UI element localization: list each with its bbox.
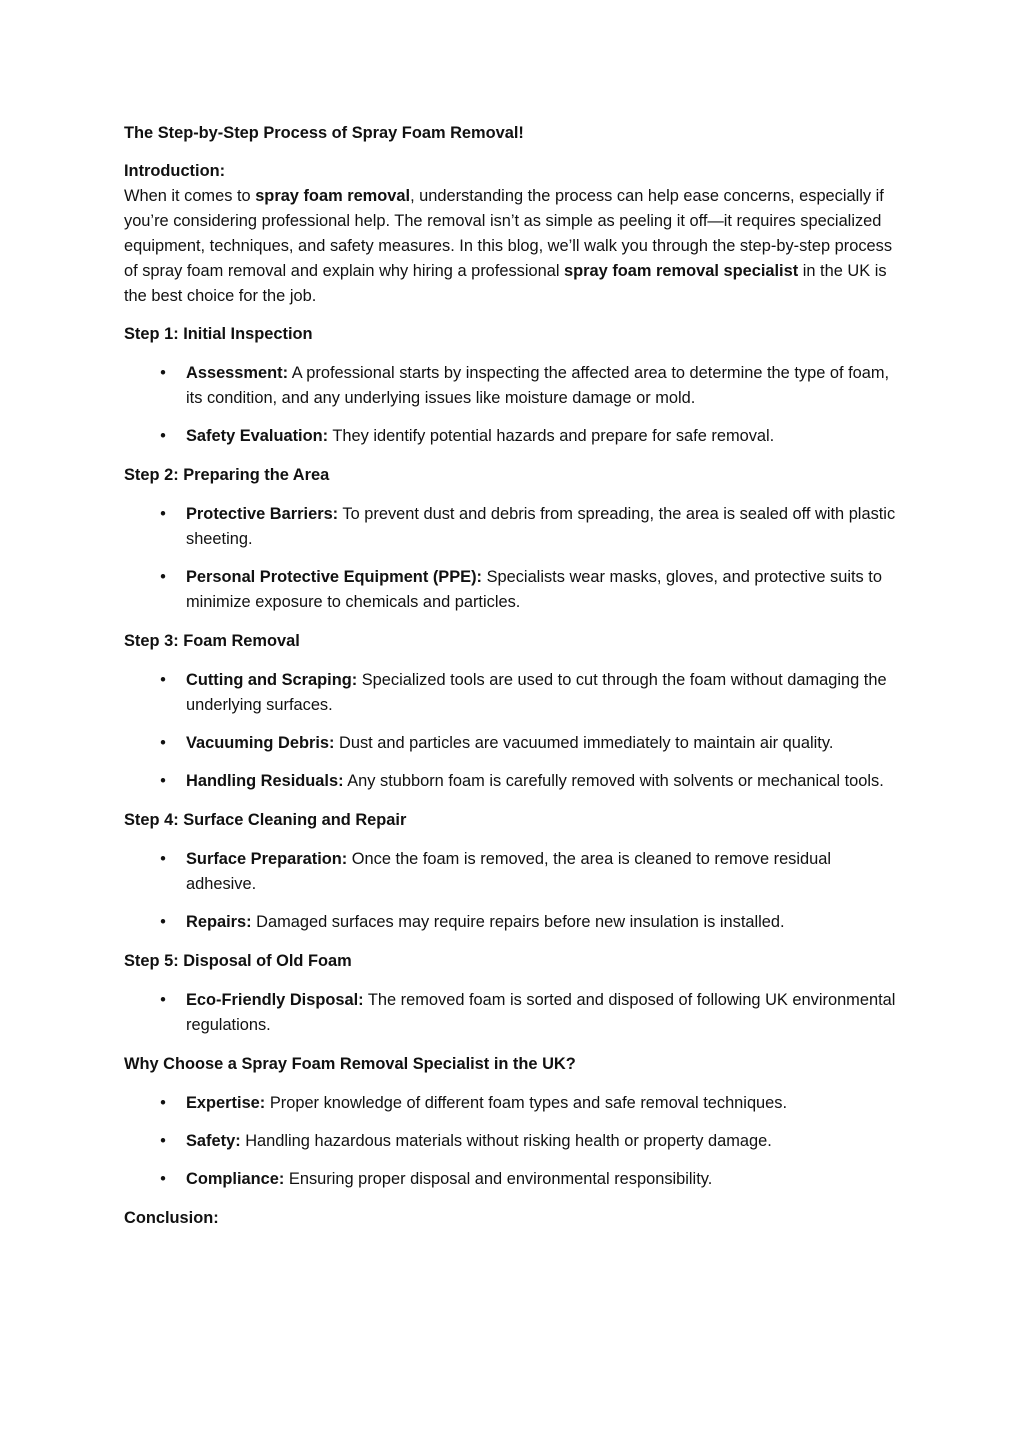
bullet-icon: • <box>160 1132 166 1150</box>
list-item-text: Ensuring proper disposal and environmental responsibility. <box>284 1170 713 1188</box>
section-list-why-choose <box>124 1091 904 1192</box>
list-item-term: Handling Residuals: <box>186 772 344 790</box>
section-list-step-2 <box>124 502 904 615</box>
list-item-term: Surface Preparation: <box>186 850 348 868</box>
conclusion-heading: Conclusion: <box>124 1209 219 1227</box>
section-list-step-4 <box>124 847 904 935</box>
section-list-step-3 <box>124 668 904 794</box>
list-item <box>124 910 904 935</box>
bullet-icon: • <box>160 427 166 445</box>
intro-paragraph <box>124 184 904 309</box>
list-item-text: To prevent dust and debris from spreading, the area is sealed off with plastic sheeting. <box>186 505 896 548</box>
section-heading-step-3: Step 3: Foam Removal <box>124 632 300 650</box>
intro-text-3: in the UK is the best choice for the job. <box>124 262 887 305</box>
section-heading-why-choose: Why Choose a Spray Foam Removal Specialist in the UK? <box>124 1055 576 1073</box>
bullet-icon: • <box>160 772 166 790</box>
bullet-icon: • <box>160 734 166 752</box>
bullet-icon: • <box>160 991 166 1009</box>
section-heading-step-4: Step 4: Surface Cleaning and Repair <box>124 811 407 829</box>
list-item-text: Any stubborn foam is carefully removed with solvents or mechanical tools. <box>343 772 884 790</box>
list-item-text: Handling hazardous materials without risking health or property damage. <box>240 1132 772 1150</box>
list-item-term: Vacuuming Debris: <box>186 734 335 752</box>
bullet-icon: • <box>160 568 166 586</box>
list-item-text: Specialists wear masks, gloves, and protective suits to minimize exposure to chemicals and particles. <box>186 568 882 611</box>
list-item-term: Safety: <box>186 1132 241 1150</box>
list-item-text: Proper knowledge of different foam types and safe removal techniques. <box>265 1094 788 1112</box>
bullet-icon: • <box>160 364 166 382</box>
bullet-icon: • <box>160 1170 166 1188</box>
list-item <box>124 1129 904 1154</box>
list-item <box>124 361 904 411</box>
document-page <box>124 121 904 1245</box>
list-item <box>124 424 904 449</box>
list-item <box>124 565 904 615</box>
section-list-step-1 <box>124 361 904 449</box>
list-item-text: A professional starts by inspecting the affected area to determine the type of foam, its condition, and any underlying issues like moisture damage or mold. <box>186 364 890 407</box>
list-item <box>124 769 904 794</box>
list-item <box>124 668 904 718</box>
list-item-text: Dust and particles are vacuumed immediately to maintain air quality. <box>334 734 834 752</box>
list-item-text: Damaged surfaces may require repairs before new insulation is installed. <box>251 913 785 931</box>
list-item <box>124 731 904 756</box>
list-item-term: Cutting and Scraping: <box>186 671 358 689</box>
section-heading-step-2: Step 2: Preparing the Area <box>124 466 330 484</box>
section-list-step-5 <box>124 988 904 1038</box>
list-item-text: They identify potential hazards and prepare for safe removal. <box>328 427 775 445</box>
list-item-term: Repairs: <box>186 913 252 931</box>
list-item <box>124 1091 904 1116</box>
list-item-term: Personal Protective Equipment (PPE): <box>186 568 483 586</box>
intro-text-1: When it comes to <box>124 187 256 205</box>
list-item <box>124 502 904 552</box>
intro-bold-2: spray foam removal specialist <box>564 262 799 280</box>
list-item-term: Assessment: <box>186 364 289 382</box>
intro-text-2: , understanding the process can help ease concerns, especially if you’re considering professional help. The removal isn’t as simple as peeling it off—it requires specialized equipment, techniques, and safety measures. In this blog, we’ll walk you through the step-by-step process of spray foam removal and explain why hiring a professional <box>124 187 893 280</box>
list-item-term: Protective Barriers: <box>186 505 339 523</box>
list-item-term: Eco-Friendly Disposal: <box>186 991 364 1009</box>
list-item <box>124 1167 904 1192</box>
list-item-term: Expertise: <box>186 1094 266 1112</box>
bullet-icon: • <box>160 505 166 523</box>
section-heading-step-5: Step 5: Disposal of Old Foam <box>124 952 352 970</box>
list-item <box>124 988 904 1038</box>
bullet-icon: • <box>160 913 166 931</box>
list-item-text: The removed foam is sorted and disposed of following UK environmental regulations. <box>186 991 896 1034</box>
intro-bold-1: spray foam removal <box>255 187 411 205</box>
list-item-text: Once the foam is removed, the area is cleaned to remove residual adhesive. <box>186 850 832 893</box>
list-item-term: Compliance: <box>186 1170 285 1188</box>
bullet-icon: • <box>160 1094 166 1112</box>
list-item-text: Specialized tools are used to cut through the foam without damaging the underlying surfaces. <box>186 671 887 714</box>
list-item <box>124 847 904 897</box>
list-item-term: Safety Evaluation: <box>186 427 329 445</box>
section-heading-step-1: Step 1: Initial Inspection <box>124 325 313 343</box>
bullet-icon: • <box>160 850 166 868</box>
bullet-icon: • <box>160 671 166 689</box>
document-title: The Step-by-Step Process of Spray Foam Removal! <box>124 124 524 142</box>
intro-heading: Introduction: <box>124 162 226 180</box>
